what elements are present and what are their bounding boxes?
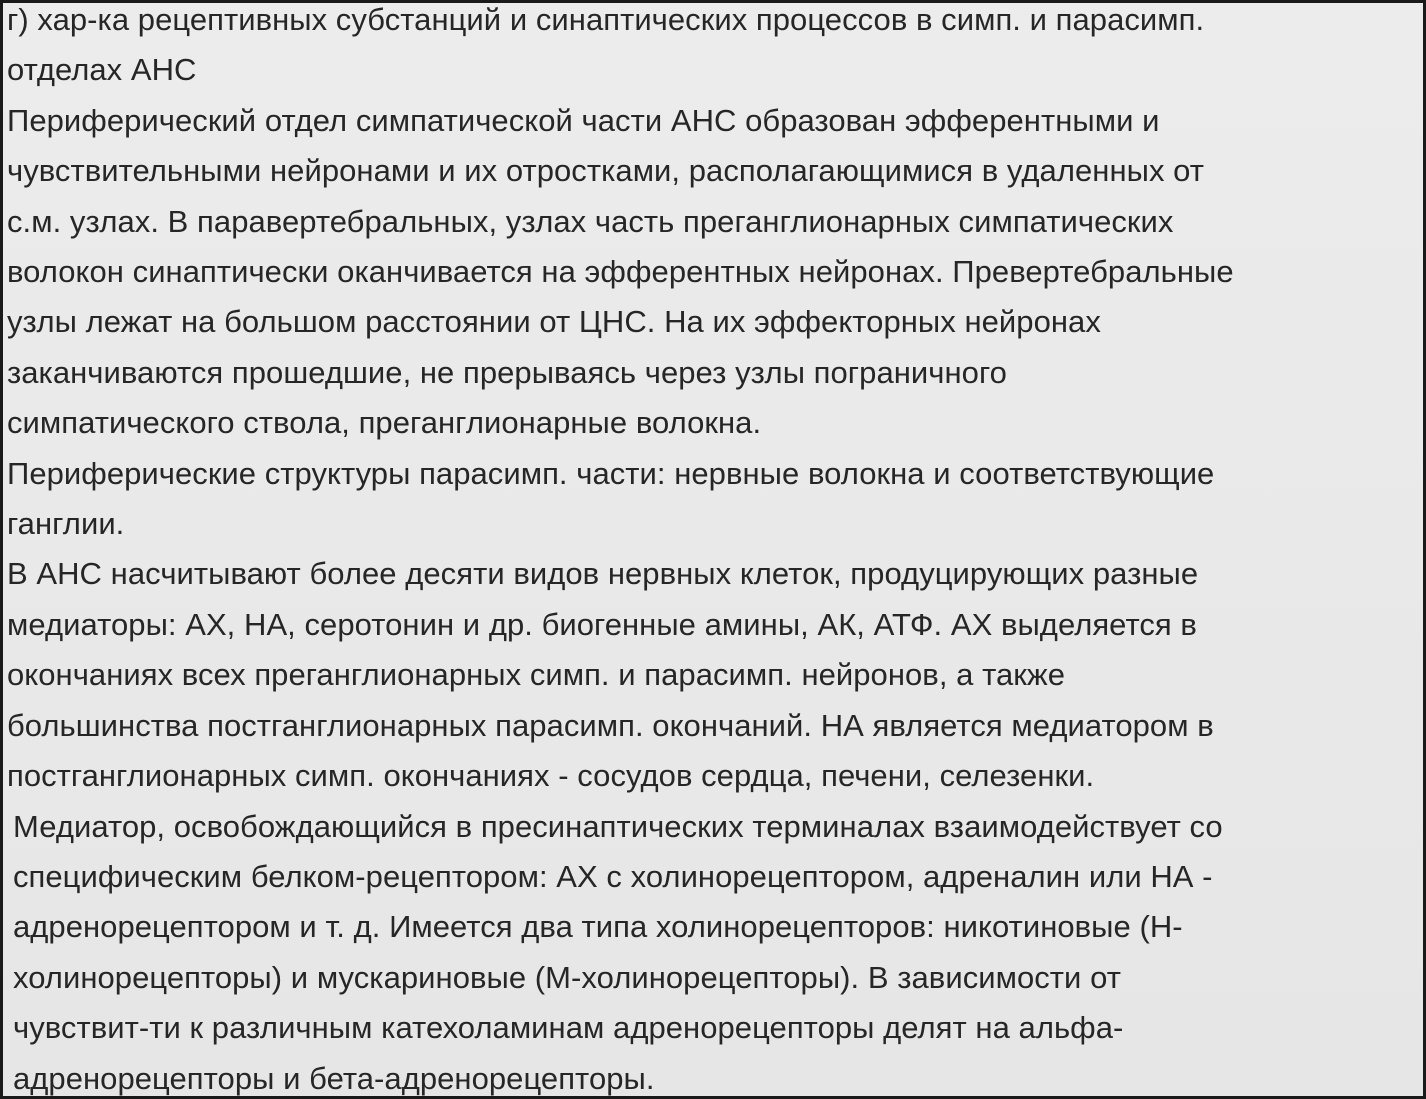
text-line: чувствительными нейронами и их отростками, располагающимися в удаленных от (7, 153, 1205, 189)
text-line: медиаторы: АХ, НА, серотонин и др. биогенные амины, АК, АТФ. АХ выделяется в (7, 606, 1197, 642)
text-line: специфическим белком-рецептором: АХ с холинорецептором, адреналин или НА - (13, 858, 1213, 894)
text-line: Медиатор, освобождающийся в пресинаптических терминалах взаимодействует со (13, 808, 1223, 844)
text-line: симпатического ствола, преганглионарные волокна. (7, 405, 762, 441)
text-line: окончаниях всех преганглионарных симп. и парасимп. нейронов, а также (7, 657, 1065, 693)
text-line: адренорецептором и т. д. Имеется два типа холинорецепторов: никотиновые (Н- (13, 909, 1183, 945)
text-line: большинства постганглионарных парасимп. окончаний. НА является медиатором в (7, 707, 1214, 743)
text-line: постганглионарных симп. окончаниях - сосудов сердца, печени, селезенки. (7, 758, 1095, 794)
text-line: холинорецепторы) и мускариновые (М-холинорецепторы). В зависимости от (13, 959, 1121, 995)
text-line: чувствит-ти к различным катехоламинам адренорецепторы делят на альфа- (13, 1010, 1124, 1046)
text-line: отделах АНС (7, 52, 197, 88)
text-line: ганглии. (7, 506, 125, 542)
text-line: г) хар-ка рецептивных субстанций и синаптических процессов в симп. и парасимп. (7, 2, 1205, 37)
text-line: с.м. узлах. В паравертебральных, узлах часть преганглионарных симпатических (7, 203, 1174, 239)
text-line: В АНС насчитывают более десяти видов нервных клеток, продуцирующих разные (7, 556, 1199, 592)
text-line: волокон синаптически оканчивается на эфферентных нейронах. Превертебральные (7, 254, 1234, 290)
text-line: Периферические структуры парасимп. части: нервные волокна и соответствующие (7, 455, 1215, 491)
text-line: адренорецепторы и бета-адренорецепторы. (13, 1060, 655, 1096)
text-line: Периферический отдел симпатической части АНС образован эфферентными и (7, 102, 1160, 138)
document-text (7, 0, 1423, 1099)
text-line: заканчиваются прошедшие, не прерываясь через узлы пограничного (7, 354, 1007, 390)
text-line: узлы лежат на большом расстоянии от ЦНС. На их эффекторных нейронах (7, 304, 1101, 340)
